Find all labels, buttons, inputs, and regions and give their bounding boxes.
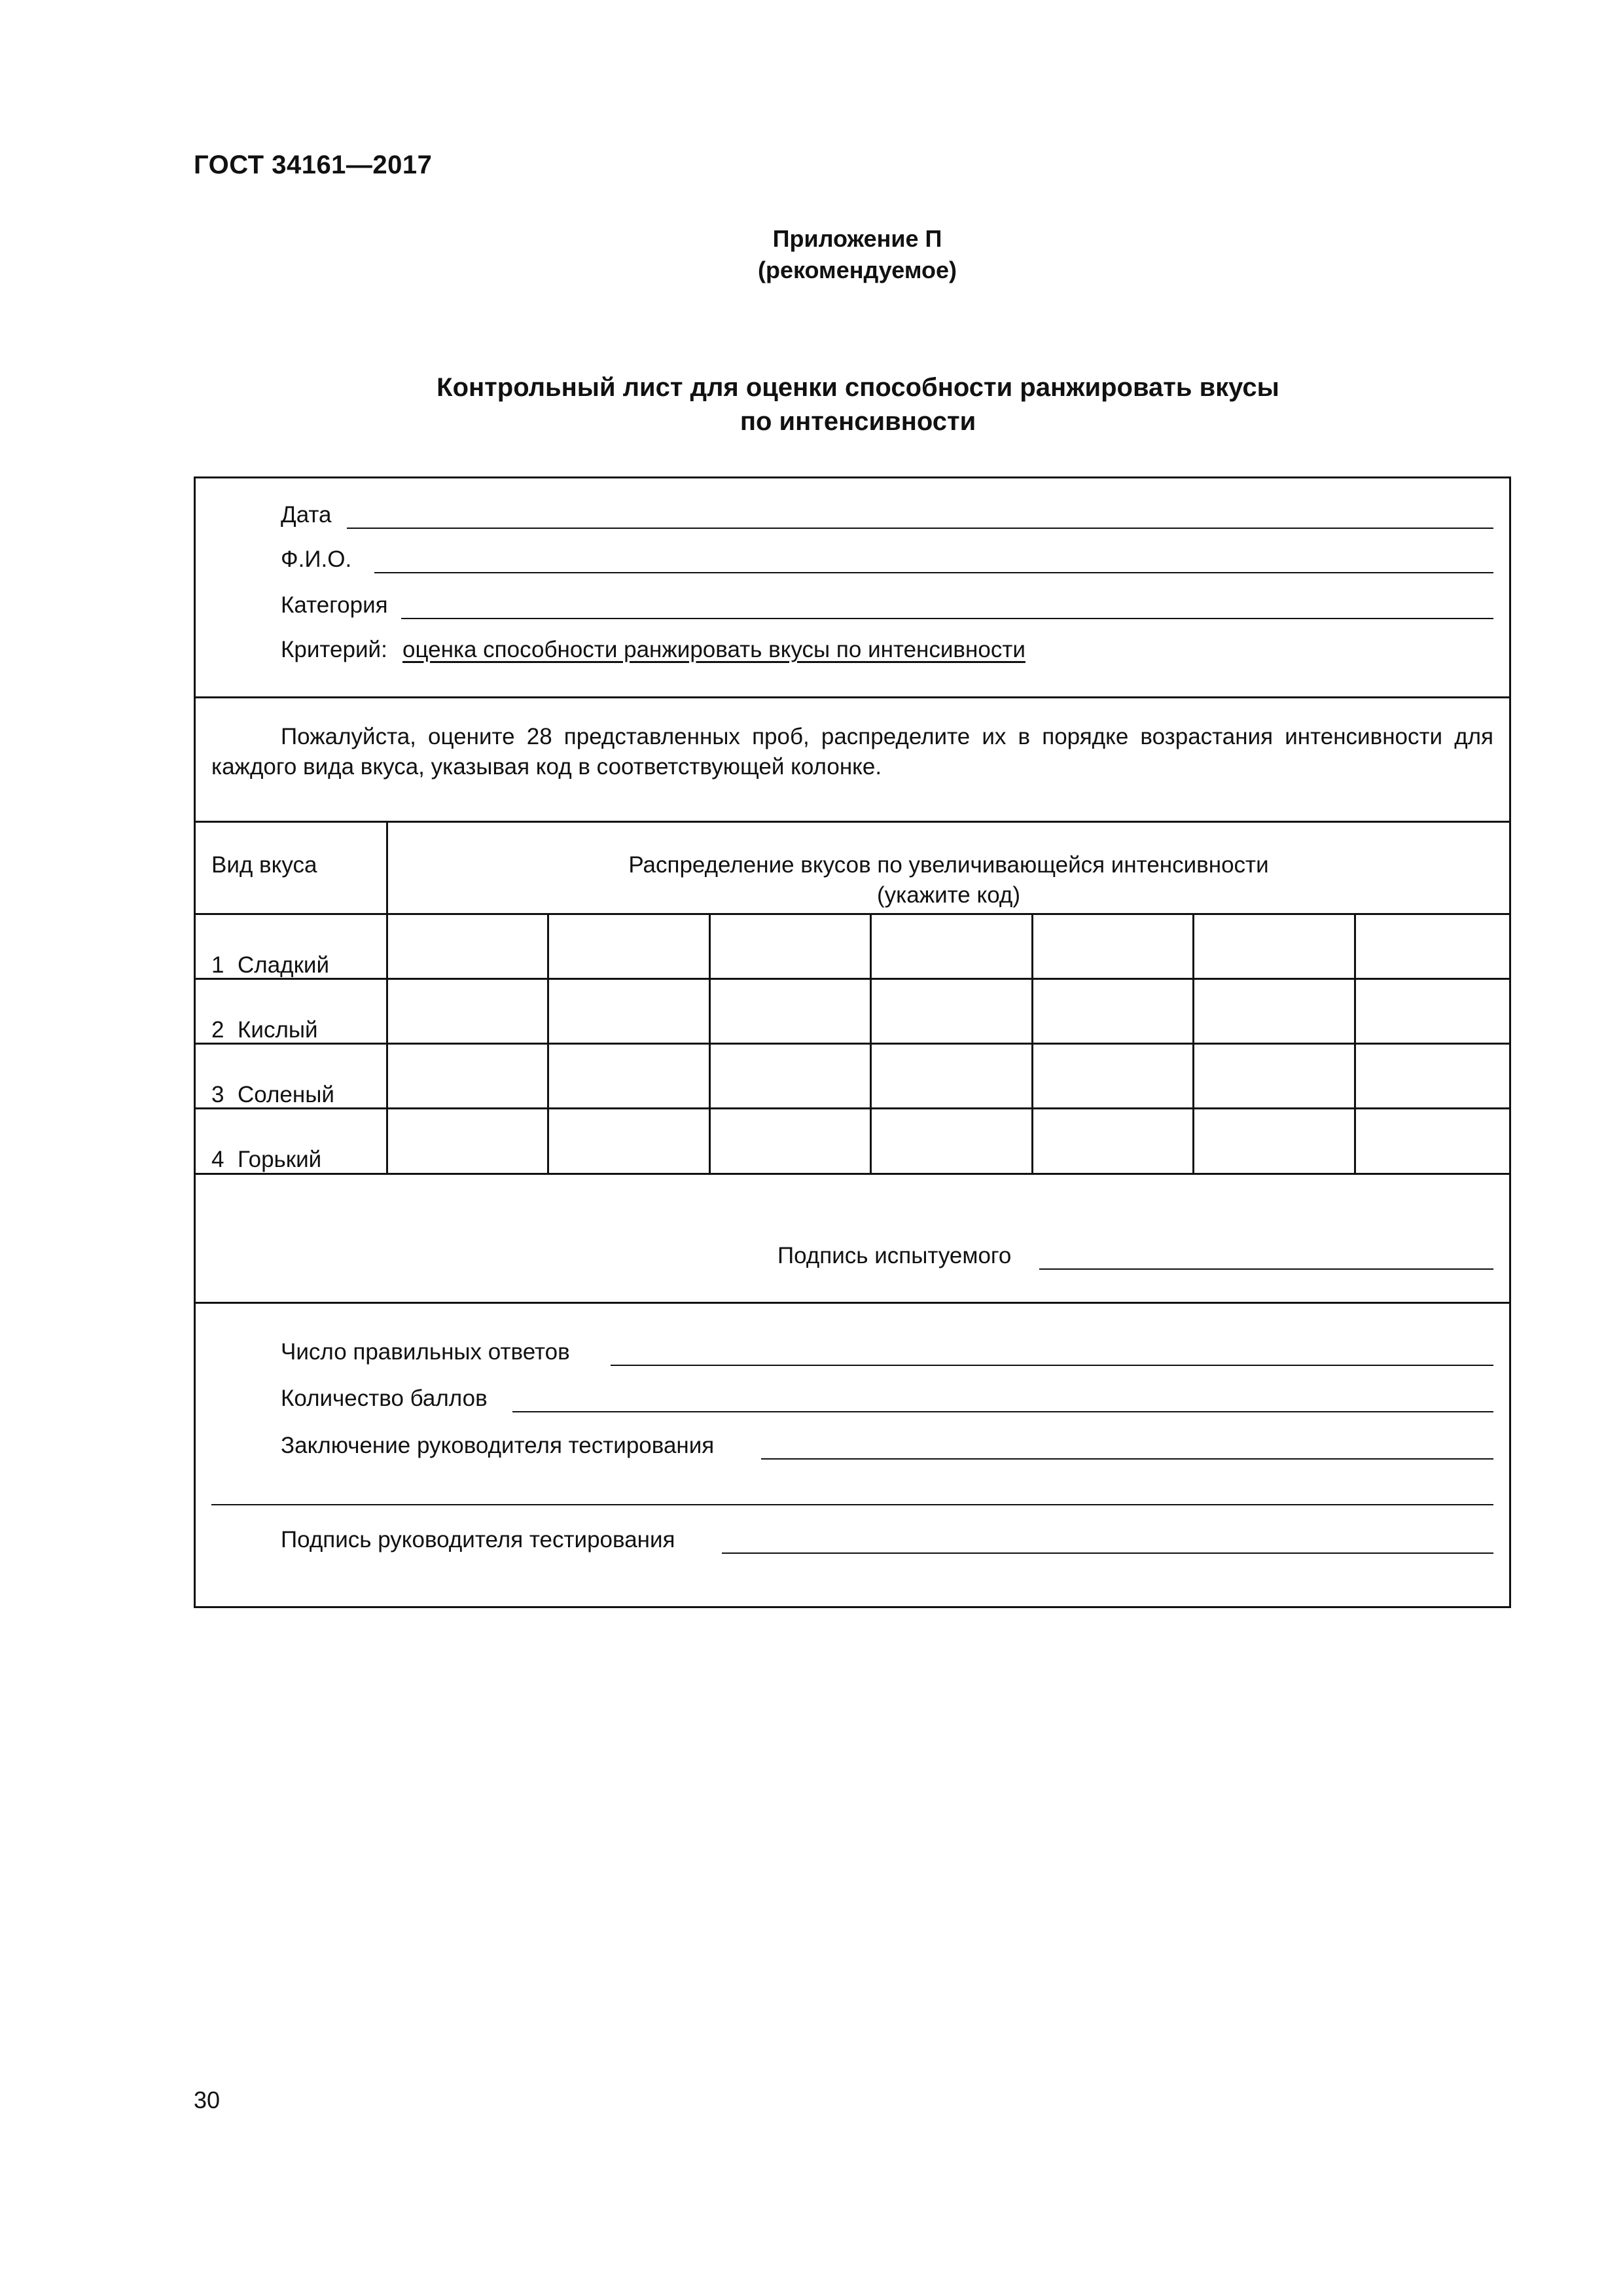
subject-signature-field[interactable] xyxy=(1039,1268,1493,1270)
distribution-column-header xyxy=(388,850,1509,910)
supervisor-signature-label: Подпись руководителя тестирования xyxy=(281,1527,675,1552)
taste-column-header: Вид вкуса xyxy=(211,852,317,878)
conclusion-label: Заключение руководителя тестирования xyxy=(281,1433,715,1458)
standard-number: ГОСТ 34161—2017 xyxy=(194,151,433,179)
conclusion-field[interactable] xyxy=(761,1458,1493,1460)
name-label: Ф.И.О. xyxy=(281,547,352,572)
section-divider xyxy=(196,696,1509,698)
conclusion-field-continuation[interactable] xyxy=(211,1504,1493,1505)
checklist-form xyxy=(194,476,1511,1608)
subject-signature-label: Подпись испытуемого xyxy=(777,1243,1012,1268)
row-divider xyxy=(196,1043,1509,1045)
row-taste: Горький xyxy=(238,1147,322,1172)
date-label: Дата xyxy=(281,502,332,528)
table-header-divider xyxy=(196,913,1509,915)
appendix-title: Приложение П xyxy=(772,225,942,252)
row-taste: Кислый xyxy=(238,1017,318,1043)
section-divider xyxy=(196,821,1509,823)
document-title-line-2: по интенсивности xyxy=(740,407,976,436)
criterion-label: Критерий: xyxy=(281,637,387,662)
taste-column-divider xyxy=(386,821,388,1173)
appendix-status: (рекомендуемое) xyxy=(758,257,957,283)
score-field[interactable] xyxy=(512,1411,1493,1412)
correct-answers-label: Число правильных ответов xyxy=(281,1339,570,1365)
row-number: 4 xyxy=(211,1147,224,1172)
row-divider xyxy=(196,1107,1509,1109)
table-bottom-divider xyxy=(196,1173,1509,1175)
page-number: 30 xyxy=(194,2087,221,2113)
supervisor-signature-field[interactable] xyxy=(722,1552,1493,1554)
name-field[interactable] xyxy=(374,572,1493,573)
row-number: 2 xyxy=(211,1017,224,1043)
instructions-text: Пожалуйста, оцените 28 представленных проб, распределите их в порядке возрастания интенсивности для каждого вида вкуса, указывая код в соответствующей колонке. xyxy=(211,724,1493,780)
document-title-line-1: Контрольный лист для оценки способности ранжировать вкусы xyxy=(437,373,1279,402)
row-number: 1 xyxy=(211,952,224,978)
score-label: Количество баллов xyxy=(281,1386,488,1411)
distribution-header-line-1: Распределение вкусов по увеличивающейся интенсивности xyxy=(628,852,1269,878)
correct-answers-field[interactable] xyxy=(611,1365,1493,1366)
section-divider xyxy=(196,1302,1509,1304)
date-field[interactable] xyxy=(347,528,1493,529)
row-divider xyxy=(196,978,1509,980)
row-taste: Соленый xyxy=(238,1082,334,1107)
row-number: 3 xyxy=(211,1082,224,1107)
distribution-header-line-2: (укажите код) xyxy=(877,882,1020,908)
row-taste: Сладкий xyxy=(238,952,329,978)
category-field[interactable] xyxy=(401,618,1493,619)
category-label: Категория xyxy=(281,592,388,618)
criterion-value: оценка способности ранжировать вкусы по интенсивности xyxy=(402,637,1026,662)
